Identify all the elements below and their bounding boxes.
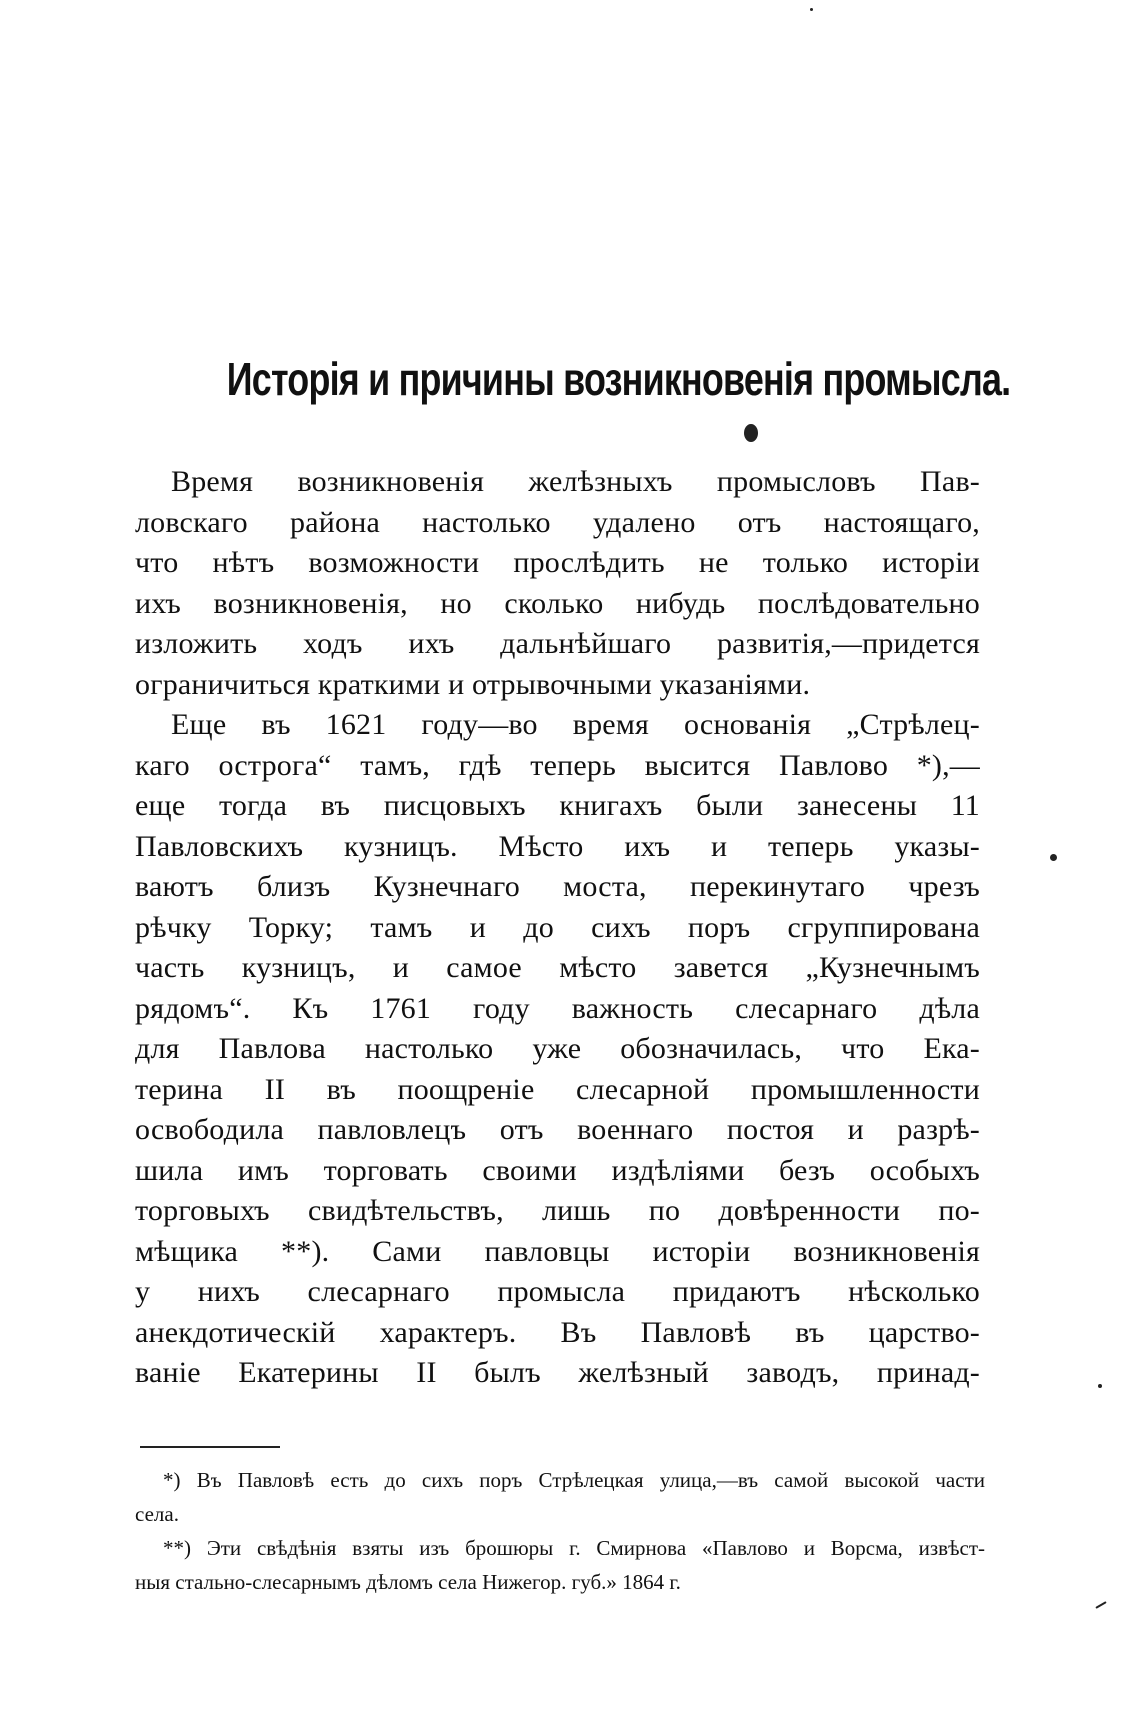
- text-line: ваютъ близъ Кузнечнаго моста, перекинутаго чрезъ: [135, 870, 980, 903]
- text-line: рѣчку Торку; тамъ и до сихъ поръ сгруппирована: [135, 910, 980, 944]
- main-text: [135, 462, 980, 1394]
- text-line: мѣщика **). Сами павловцы исторіи возникновенія: [135, 1234, 980, 1268]
- text-line: еще тогда въ писцовыхъ книгахъ были занесены 11: [135, 789, 980, 822]
- footnote-line: *) Въ Павловѣ есть до сихъ поръ Стрѣлецкая улица,—въ самой высокой части: [163, 1468, 985, 1492]
- footnote-divider: [140, 1446, 280, 1448]
- text-line: часть кузницъ, и самое мѣсто завется „Кузнечнымъ: [135, 951, 980, 984]
- ink-speck: [1098, 1384, 1102, 1388]
- text-line: у нихъ слесарнаго промысла придаютъ нѣсколько: [135, 1275, 980, 1308]
- text-line: Время возникновенія желѣзныхъ промысловъ Пав-: [171, 465, 980, 498]
- text-line: освободила павловлецъ отъ военнаго постоя и разрѣ-: [135, 1113, 980, 1146]
- text-line: терина II въ поощреніе слесарной промышленности: [135, 1072, 980, 1106]
- text-line: шила имъ торговать своими издѣліями безъ особыхъ: [135, 1153, 980, 1187]
- ink-speck: [1050, 854, 1057, 861]
- text-line: ваніе Екатерины II былъ желѣзный заводъ, принад-: [135, 1356, 980, 1389]
- text-line: торговыхъ свидѣтельствъ, лишь по довѣренности по-: [135, 1194, 980, 1227]
- text-line: ловскаго района настолько удалено отъ настоящаго,: [135, 505, 980, 539]
- footnote-line: ныя стально-слесарнымъ дѣломъ села Нижегор. губ.» 1864 г.: [135, 1570, 681, 1594]
- text-line: рядомъ“. Къ 1761 году важность слесарнаго дѣла: [135, 991, 980, 1025]
- footnotes: [135, 1463, 985, 1599]
- text-line: Еще въ 1621 году—во время основанія „Стрѣлец-: [171, 708, 980, 741]
- ink-speck: [1095, 1601, 1106, 1609]
- text-line: анекдотическій характеръ. Въ Павловѣ въ царство-: [135, 1315, 980, 1349]
- text-line: Павловскихъ кузницъ. Мѣсто ихъ и теперь указы-: [135, 829, 980, 863]
- footnote-line: **) Эти свѣдѣнія взяты изъ брошюры г. Смирнова «Павлово и Ворсма, извѣст-: [163, 1536, 985, 1560]
- text-line: ограничиться краткими и отрывочными указаніями.: [135, 667, 811, 701]
- text-line: изложить ходъ ихъ дальнѣйшаго развитія,—придется: [135, 627, 980, 660]
- chapter-title: Исторія и причины возникновенія промысла.: [226, 353, 1011, 405]
- text-line: ихъ возникновенія, но сколько нибудь послѣдовательно: [135, 586, 980, 620]
- text-line: для Павлова настолько уже обозначилась, что Ека-: [135, 1032, 980, 1065]
- footnote-line: села.: [135, 1502, 179, 1526]
- text-line: что нѣтъ возможности прослѣдить не только исторіи: [135, 546, 980, 579]
- ink-speck: [810, 8, 813, 11]
- ink-blot: [744, 424, 758, 442]
- text-line: каго острога“ тамъ, гдѣ теперь высится Павлово *),—: [135, 748, 980, 782]
